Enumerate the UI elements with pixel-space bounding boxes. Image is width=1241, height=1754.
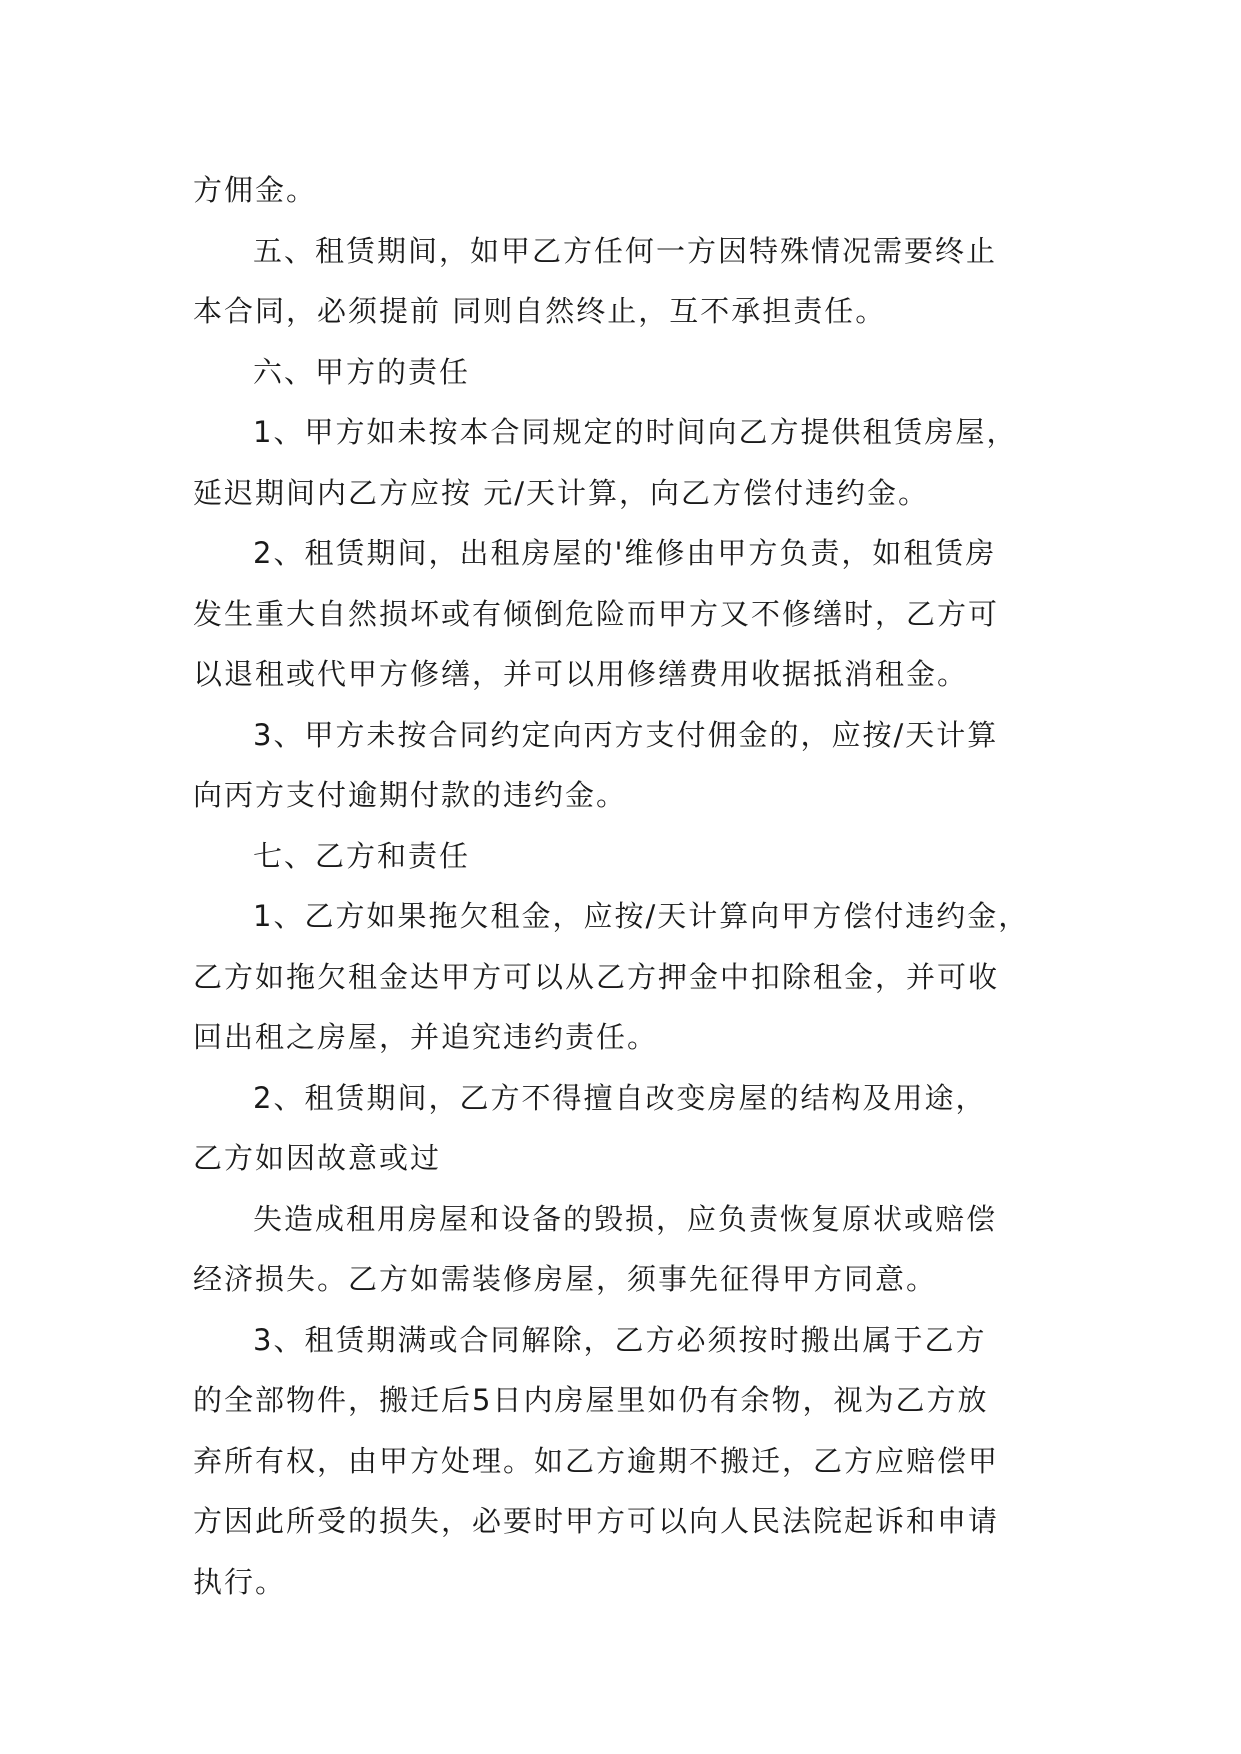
text-line: 执行。 <box>193 1564 287 1599</box>
text-line: 回出租之房屋，并追究违约责任。 <box>193 1020 659 1054</box>
text-line: 2、租赁期间，出租房屋的'维修由甲方负责，如租赁房 <box>253 536 997 570</box>
text-line: 乙方如因故意或过 <box>193 1141 442 1175</box>
text-line: 方因此所受的损失，必要时甲方可以向人民法院起诉和申请 <box>193 1504 1000 1538</box>
text-line: 的全部物件，搬迁后5日内房屋里如仍有余物，视为乙方放 <box>193 1383 989 1417</box>
text-line: 本合同，必须提前 同则自然终止，互不承担责任。 <box>193 294 887 328</box>
text-line: 2、租赁期间，乙方不得擅自改变房屋的结构及用途， <box>253 1080 987 1115</box>
text-line: 乙方如拖欠租金达甲方可以从乙方押金中扣除租金，并可收 <box>193 959 1000 994</box>
text-line: 3、租赁期满或合同解除，乙方必须按时搬出属于乙方 <box>253 1322 987 1357</box>
document-body <box>193 160 1073 1612</box>
text-line: 1、甲方如未按本合同规定的时间向乙方提供租赁房屋， <box>253 415 1018 449</box>
text-line: 方佣金。 <box>193 173 318 207</box>
text-line: 3、甲方未按合同约定向丙方支付佣金的，应按/天计算 <box>253 717 999 752</box>
text-line: 弃所有权，由甲方处理。如乙方逾期不搬迁，乙方应赔偿甲 <box>193 1443 1000 1478</box>
text-line: 以退租或代甲方修缮，并可以用修缮费用收据抵消租金。 <box>193 657 969 691</box>
text-line: 1、乙方如果拖欠租金，应按/天计算向甲方偿付违约金， <box>253 899 1030 933</box>
text-line: 五、租赁期间，如甲乙方任何一方因特殊情况需要终止 <box>253 233 998 268</box>
text-line: 向丙方支付逾期付款的违约金。 <box>193 778 628 812</box>
text-line: 延迟期间内乙方应按 元/天计算，向乙方偿付违约金。 <box>193 475 929 510</box>
section-heading: 七、乙方和责任 <box>253 838 471 873</box>
section-heading: 六、甲方的责任 <box>253 354 471 389</box>
text-line: 经济损失。乙方如需装修房屋，须事先征得甲方同意。 <box>193 1262 938 1296</box>
text-line: 发生重大自然损坏或有倾倒危险而甲方又不修缮时，乙方可 <box>193 596 1000 631</box>
text-line: 失造成租用房屋和设备的毁损，应负责恢复原状或赔偿 <box>253 1201 998 1236</box>
